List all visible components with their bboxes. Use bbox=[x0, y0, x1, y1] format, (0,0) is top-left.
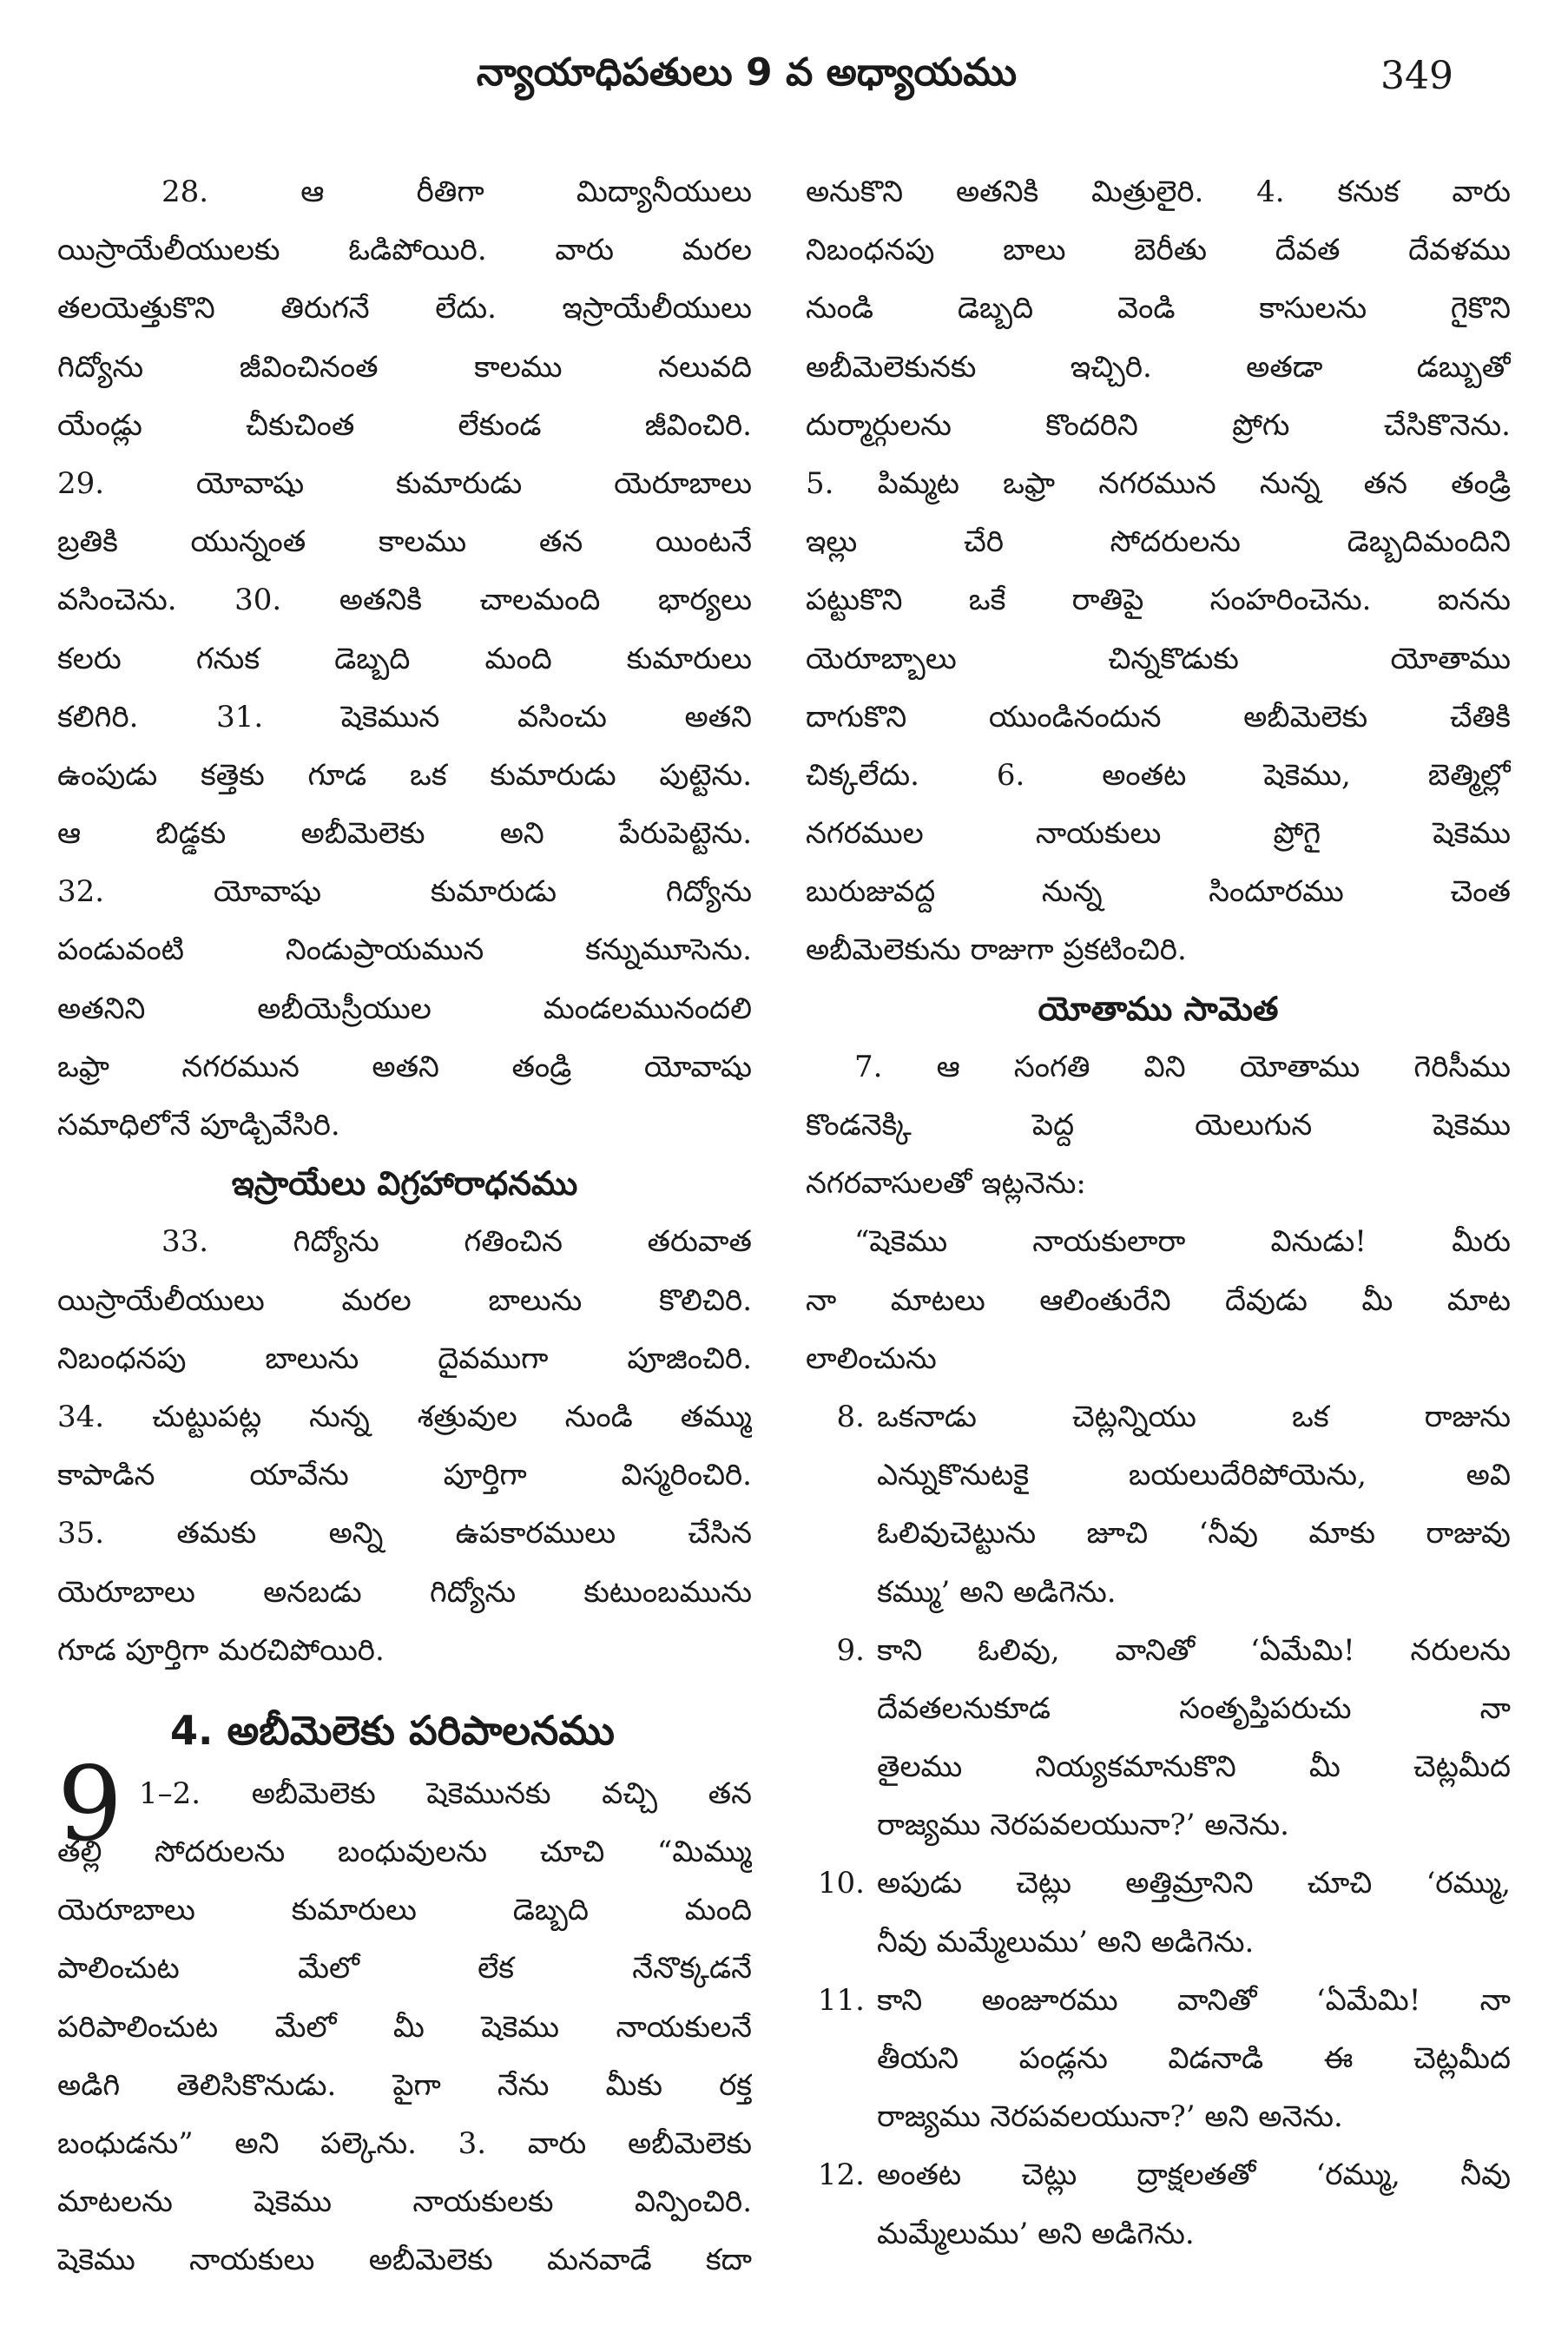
text-line: 32. యోవాషు కుమారుడు గిద్యోను bbox=[57, 874, 752, 910]
text-line: పరిపాలించుట మేలో మీ షెకెము నాయకులనే bbox=[57, 2009, 752, 2045]
text-line: నగరవాసులతో ఇట్లనెను: bbox=[806, 1166, 1086, 1202]
verse-line: రాజ్యము నెరపవలయునా?’ అని అనెను. bbox=[877, 2099, 1343, 2135]
text-line: పట్టుకొని ఒకే రాతిపై సంహరించెను. ఐనను bbox=[806, 583, 1511, 618]
verse-line: అపుడు చెట్లు అత్తిమ్రానిని చూచి ‘రమ్ము, bbox=[877, 1866, 1511, 1901]
verse-line: తీయని పండ్లను విడనాడి ఈ చెట్లమీద bbox=[877, 2041, 1511, 2076]
section-heading: ఇస్రాయేలు విగ్రహారాధనము bbox=[231, 1164, 578, 1203]
section-heading: యోతాము సామెత bbox=[1038, 989, 1279, 1028]
text-line: ఆ బిడ్డకు అబీమెలెకు అని పేరుపెట్టెను. bbox=[57, 816, 752, 852]
text-line: ఉంపుడు కత్తెకు గూడ ఒక కుమారుడు పుట్టెను. bbox=[57, 757, 752, 793]
verse-line: తైలము నియ్యకమానుకొని మీ చెట్లమీద bbox=[877, 1749, 1511, 1785]
text-line: చిక్కలేదు. 6. అంతట షెకెము, బెత్మిల్లో bbox=[806, 757, 1511, 793]
verse-item bbox=[806, 1855, 1511, 1913]
text-line: ఇల్లు చేరి సోదరులను డెబ్బదిమందిని bbox=[806, 524, 1511, 560]
text-line: నిబంధనపు బాలును దైవముగా పూజించిరి. bbox=[57, 1341, 752, 1376]
right-column bbox=[806, 163, 1511, 2263]
text-line: బంధుడను” అని పల్కెను. 3. వారు అబీమెలెకు bbox=[57, 2126, 752, 2161]
text-line: వసించెను. 30. అతనికి చాలమంది భార్యలు bbox=[57, 583, 752, 618]
text-line: యిస్రాయేలీయులకు ఓడిపోయిరి. వారు మరల bbox=[57, 233, 752, 268]
text-line: బురుజువద్ద నున్న సిందూరము చెంత bbox=[806, 874, 1511, 910]
text-line: 7. ఆ సంగతి విని యోతాము గెరిసీము bbox=[854, 1049, 1511, 1084]
verse-line: రాజ్యము నెరపవలయునా?’ అనెను. bbox=[877, 1808, 1289, 1843]
text-line: 1–2. అబీమెలెకు షెకెమునకు వచ్చి తన bbox=[139, 1776, 752, 1811]
text-line: కలరు గనుక డెబ్బది మంది కుమారులు bbox=[57, 641, 752, 676]
quote-line: నా మాటలు ఆలింతురేని దేవుడు మీ మాట bbox=[806, 1282, 1511, 1318]
text-line: అడిగి తెలిసికొనుడు. పైగా నేను మీకు రక్త bbox=[57, 2067, 752, 2103]
text-line: 29. యోవాషు కుమారుడు యెరూబాలు bbox=[57, 465, 752, 501]
verse-line: ఎన్నుకొనుటకై బయలుదేరిపోయెను, అవి bbox=[877, 1458, 1511, 1493]
chapter-opening bbox=[57, 1743, 752, 2290]
left-column bbox=[57, 163, 752, 2290]
text-line: ఒఫ్రా నగరమున అతని తండ్రి యోవాషు bbox=[57, 1049, 752, 1084]
text-line: దుర్మార్గులను కొందరిని ప్రోగు చేసికొనెను. bbox=[806, 407, 1511, 443]
text-line: 28. ఆ రీతిగా మిద్యానీయులు bbox=[161, 175, 752, 209]
verse-line: మమ్మేలుము’ అని అడిగెను. bbox=[877, 2216, 1195, 2251]
text-line: దాగుకొని యుండినందున అబీమెలెకు చేతికి bbox=[806, 699, 1511, 735]
text-line: తలయెత్తుకొని తిరుగనే లేదు. ఇస్రాయేలీయులు bbox=[57, 291, 752, 326]
text-line: కొండనెక్కి పెద్ద యెలుగున షెకెము bbox=[806, 1108, 1511, 1143]
text-line: 5. పిమ్మట ఒఫ్రా నగరమున నున్న తన తండ్రి bbox=[806, 465, 1511, 501]
text-line: యిస్రాయేలీయులు మరల బాలును కొలిచిరి. bbox=[57, 1282, 752, 1318]
verse-line: ఒకనాడు చెట్లన్నియు ఒక రాజును bbox=[877, 1399, 1511, 1434]
text-line: కలిగిరి. 31. షెకెమున వసించు అతని bbox=[57, 699, 752, 735]
text-line: యేండ్లు చీకుచింత లేకుండ జీవించిరి. bbox=[57, 407, 752, 443]
text-line: యెరూబాలు కుమారులు డెబ్బది మంది bbox=[57, 1893, 752, 1928]
text-line: అతనిని అబీయెస్రీయుల మండలమునందలి bbox=[57, 991, 752, 1026]
text-line: కాపాడిన యావేను పూర్తిగా విస్మరించిరి. bbox=[57, 1458, 752, 1493]
text-line: నిబంధనపు బాలు బెరీతు దేవత దేవళము bbox=[806, 233, 1511, 268]
text-line: 34. చుట్టుపట్ల నున్న శత్రువుల నుండి తమ్ము bbox=[57, 1399, 752, 1434]
verse-line: కాని ఓలివు, వానితో ‘ఏమేమి! నరులను bbox=[877, 1632, 1511, 1668]
text-line: మాటలను షెకెము నాయకులకు విన్పించిరి. bbox=[57, 2184, 752, 2220]
quote-line: లాలించును bbox=[806, 1341, 937, 1376]
verse-line: అంతట చెట్లు ద్రాక్షలతతో ‘రమ్ము, నీవు bbox=[877, 2158, 1511, 2193]
text-line: యెరూబ్బాలు చిన్నకొడుకు యోతాము bbox=[806, 641, 1511, 676]
text-line: గిద్యోను జీవించినంత కాలము నలువది bbox=[57, 349, 752, 385]
text-line: తల్లి సోదరులను బంధువులను చూచి “మిమ్ము bbox=[57, 1835, 752, 1870]
text-line: గూడ పూర్తిగా మరచిపోయిరి. bbox=[57, 1632, 385, 1668]
verse-item bbox=[806, 1388, 1511, 1446]
chapter-heading: 4. అబీమెలెకు పరిపాలనము bbox=[170, 1706, 615, 1754]
running-title: న్యాయాధిపతులు 9 వ అధ్యాయము bbox=[476, 50, 1018, 95]
text-line: బ్రతికి యున్నంత కాలము తన యింటనే bbox=[57, 524, 752, 560]
verse-number: 8. bbox=[836, 1399, 865, 1434]
chapter-number-dropcap: 9 bbox=[57, 1743, 123, 1864]
text-line: 35. తమకు అన్ని ఉపకారములు చేసిన bbox=[57, 1516, 752, 1552]
verse-line: నీవు మమ్మేలుము’ అని అడిగెను. bbox=[877, 1924, 1255, 1960]
text-line: పాలించుట మేలో లేక నేనొక్కడనే bbox=[57, 1951, 752, 1986]
verse-item bbox=[806, 1622, 1511, 1680]
text-line: యెరూబాలు అనబడు గిద్యోను కుటుంబమును bbox=[57, 1574, 752, 1610]
text-line: 33. గిద్యోను గతించిన తరువాత bbox=[161, 1224, 752, 1260]
verse-number: 12. bbox=[817, 2158, 865, 2193]
text-line: పండువంటి నిండుప్రాయమున కన్నుమూసెను. bbox=[57, 932, 752, 968]
text-line: అబీమెలెకును రాజుగా ప్రకటించిరి. bbox=[806, 932, 1187, 968]
text-line: నుండి డెబ్బది వెండి కాసులను గైకొని bbox=[806, 291, 1511, 326]
quote-line: “షెకెము నాయకులారా వినుడు! మీరు bbox=[854, 1224, 1511, 1260]
page-number: 349 bbox=[1380, 54, 1453, 98]
verse-number: 11. bbox=[817, 1982, 865, 2018]
verse-number: 9. bbox=[836, 1632, 865, 1668]
page-header bbox=[0, 35, 1568, 113]
verse-line: ఓలివుచెట్టును జూచి ‘నీవు మాకు రాజువు bbox=[877, 1516, 1511, 1552]
text-line: షెకెము నాయకులు అబీమెలెకు మనవాడే కదా bbox=[57, 2243, 752, 2278]
verse-item bbox=[806, 2146, 1511, 2204]
verse-item bbox=[806, 1972, 1511, 2030]
text-line: నగరముల నాయకులు ప్రోగై షెకెము bbox=[806, 816, 1511, 852]
verse-line: దేవతలనుకూడ సంతృప్తిపరుచు నా bbox=[877, 1690, 1511, 1726]
text-line: సమాధిలోనే పూడ్చివేసిరి. bbox=[57, 1108, 340, 1143]
verse-line: కాని అంజూరము వానితో ‘ఏమేమి! నా bbox=[877, 1982, 1511, 2018]
verse-line: కమ్ము’ అని అడిగెను. bbox=[877, 1574, 1117, 1610]
text-line: అబీమెలెకునకు ఇచ్చిరి. అతడా డబ్బుతో bbox=[806, 349, 1511, 385]
verse-number: 10. bbox=[817, 1866, 865, 1901]
text-line: అనుకొని అతనికి మిత్రులైరి. 4. కనుక వారు bbox=[806, 175, 1511, 209]
